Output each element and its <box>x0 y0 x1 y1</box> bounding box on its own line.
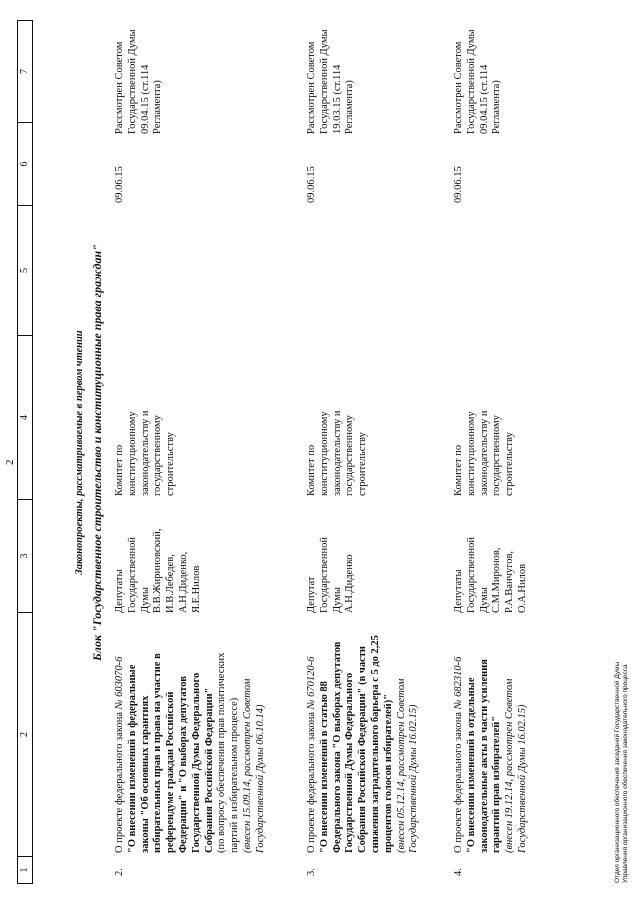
bill-note: (по вопросу обеспечения прав политических партий в избирательном процессе) <box>216 652 241 853</box>
page-number: 2 <box>4 459 16 465</box>
status: Рассмотрен Советом Государственной Думы 09.04.15 (ст.114 Регламента) <box>453 29 503 134</box>
bill-meta: (внесен 19.12.14, рассмотрен Советом Государственной Думы 16.02.15) <box>504 678 528 853</box>
date: 09.06.15 <box>306 166 317 203</box>
bill-description <box>453 631 530 853</box>
committee: Комитет по конституционному законодательству и государственному строительству <box>453 410 516 496</box>
date: 09.06.15 <box>114 166 125 203</box>
committee: Комитет по конституционному законодательству и государственному строительству <box>114 410 177 496</box>
authors: Депутат Государственной Думы А.Н.Диденко <box>306 537 356 613</box>
column-number: 5 <box>18 206 33 336</box>
bill-number: № 603070-6 <box>114 656 125 710</box>
bill-meta: (внесен 05.12.14, рассмотрен Советом Государственной Думы 16.02.15) <box>395 678 420 853</box>
block-title: Блок "Государственное строительство и конституционные права граждан" <box>90 244 104 661</box>
footer-line: Отдел организационного обеспечения заседаний Государственной Думы <box>614 661 621 883</box>
bill-description <box>306 631 421 853</box>
column-number: 3 <box>18 500 33 613</box>
bill-prefix: О проекте федерального закона <box>306 711 317 853</box>
date: 09.06.15 <box>453 166 464 203</box>
bill-meta: (внесен 15.09.14, рассмотрен Советом Государственной Думы 06.10.14) <box>241 678 266 853</box>
column-number-header <box>17 20 33 884</box>
committee: Комитет по конституционному законодательству и государственному строительству <box>306 410 369 496</box>
bill-number: № 682310-6 <box>453 656 464 710</box>
section-heading: Законопроекты, рассматриваемые в первом чтении <box>74 330 85 575</box>
row-number: 4. <box>453 868 464 876</box>
bill-title: "О внесении изменений в статью 88 Федерального закона "О выборах депутатов Государственной Думы Федерального Собрания Российской Федерации" (в части снижения заградительного барьера с 5 до 2,25 процентов голосов избирателей)" <box>318 635 394 853</box>
bill-title: "О внесении изменений в отдельные законодательные акты в части усиления гарантий прав избирателей" <box>465 659 503 853</box>
row-number: 2. <box>114 868 125 876</box>
column-number: 2 <box>18 613 33 857</box>
status: Рассмотрен Советом Государственной Думы 09.04.15 (ст.114 Регламента) <box>114 29 164 134</box>
bill-prefix: О проекте федерального закона <box>114 711 125 853</box>
footer-line: Управления организационного обеспечения законодательного процесса <box>621 664 629 883</box>
authors: Депутаты Государственной Думы В.В.Жириновский, И.В.Лебедев, А.Н.Диденко, Я.Е.Нилов <box>114 528 202 613</box>
column-number: 7 <box>18 21 33 123</box>
bill-description <box>114 631 268 853</box>
bill-title: "О внесении изменений в федеральные законы "Об основных гарантиях избирательных прав и права на участие в референдуме граждан Российской Федерации" и "О выборах депутатов Государственной Думы Федерального Собрания Российской Федерации" <box>126 653 215 853</box>
bill-prefix: О проекте федерального закона <box>453 711 464 853</box>
column-number: 6 <box>18 123 33 206</box>
column-number: 4 <box>18 336 33 500</box>
column-number: 1 <box>18 857 33 884</box>
footer <box>614 662 630 883</box>
row-number: 3. <box>306 868 317 876</box>
status: Рассмотрен Советом Государственной Думы 19.03.15 (ст.114 Регламента) <box>306 29 356 134</box>
bill-number: № 670120-6 <box>306 656 317 710</box>
authors: Депутаты Государственной Думы С.М.Миронов, Р.А.Ванчугов, О.А.Нилов <box>453 537 528 613</box>
